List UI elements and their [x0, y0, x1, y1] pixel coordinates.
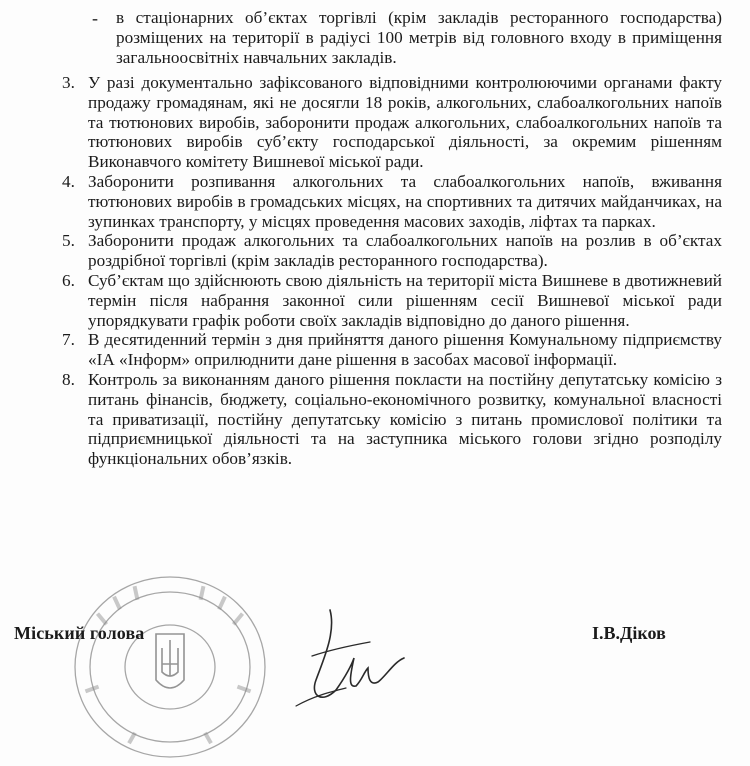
handwritten-signature-icon [290, 602, 410, 712]
list-item [0, 172, 750, 231]
list-item [0, 271, 750, 330]
list-item [0, 370, 750, 469]
item-number: 3. [62, 73, 75, 92]
item-number: 8. [62, 369, 75, 389]
dash-item-text: в стаціонарних об’єктах торгівлі (крім закладів ресторанного господарства) розміщених на території в радіусі 100 метрів від головного входу в приміщення загальноосвітніх навчальних закладів. [116, 8, 722, 67]
item-text: Заборонити продаж алкогольних та слабоалкогольних напоїв на розлив в об’єктах роздрібної торгівлі (крім закладів ресторанного господарства). [88, 231, 722, 271]
item-number: 5. [62, 231, 75, 251]
list-item [0, 231, 750, 271]
item-text: У разі документально зафіксованого відповідними контролюючими органами факту продажу громадянам, які не досягли 18 років, алкогольних, слабоалкогольних напоїв та тютюнових виробів, заборонити продаж алкогольних, слабоалкогольних напоїв та тютюнових виробів суб’єкту господарської діяльності, за окремим рішенням Виконавчого комітету Вишневої міської ради. [88, 73, 722, 172]
item-text: Контроль за виконанням даного рішення покласти на постійну депутатську комісію з питань фінансів, бюджету, соціально-економічного розвитку, комунальної власності та приватизації, постійну депутатську комісію з питань промислової політики та підприємницької діяльності та на заступника міського голови згідно розподілу функціональних обов’язків. [88, 369, 722, 469]
mayor-name: І.В.Діков [592, 623, 666, 643]
item-text: Заборонити розпивання алкогольних та слабоалкогольних напоїв, вживання тютюнових виробів в громадських місцях, на спортивних та дитячих майданчиках, на зупинках транспорту, у місцях проведення масових заходів, ліфтах та парках. [88, 171, 722, 231]
dash-marker: - [92, 8, 98, 28]
mayor-title: Міський голова [14, 623, 145, 643]
item-number: 6. [62, 270, 75, 290]
numbered-list [0, 73, 750, 469]
list-item [0, 330, 750, 370]
item-text: Суб’єктам що здійснюють свою діяльність на території міста Вишневе в двотижневий термін після набрання законної сили рішенням сесії Вишневої міської ради упорядкувати графік роботи своїх закладів відповідно до даного рішення. [88, 270, 722, 330]
list-item [0, 73, 750, 172]
item-text: В десятиденний термін з дня прийняття даного рішення Комунальному підприємству «ІА «Інформ» оприлюднити дане рішення в засобах масової інформації. [88, 330, 722, 370]
official-stamp-icon [70, 572, 270, 762]
item-number: 7. [62, 330, 75, 350]
item-number: 4. [62, 171, 75, 191]
